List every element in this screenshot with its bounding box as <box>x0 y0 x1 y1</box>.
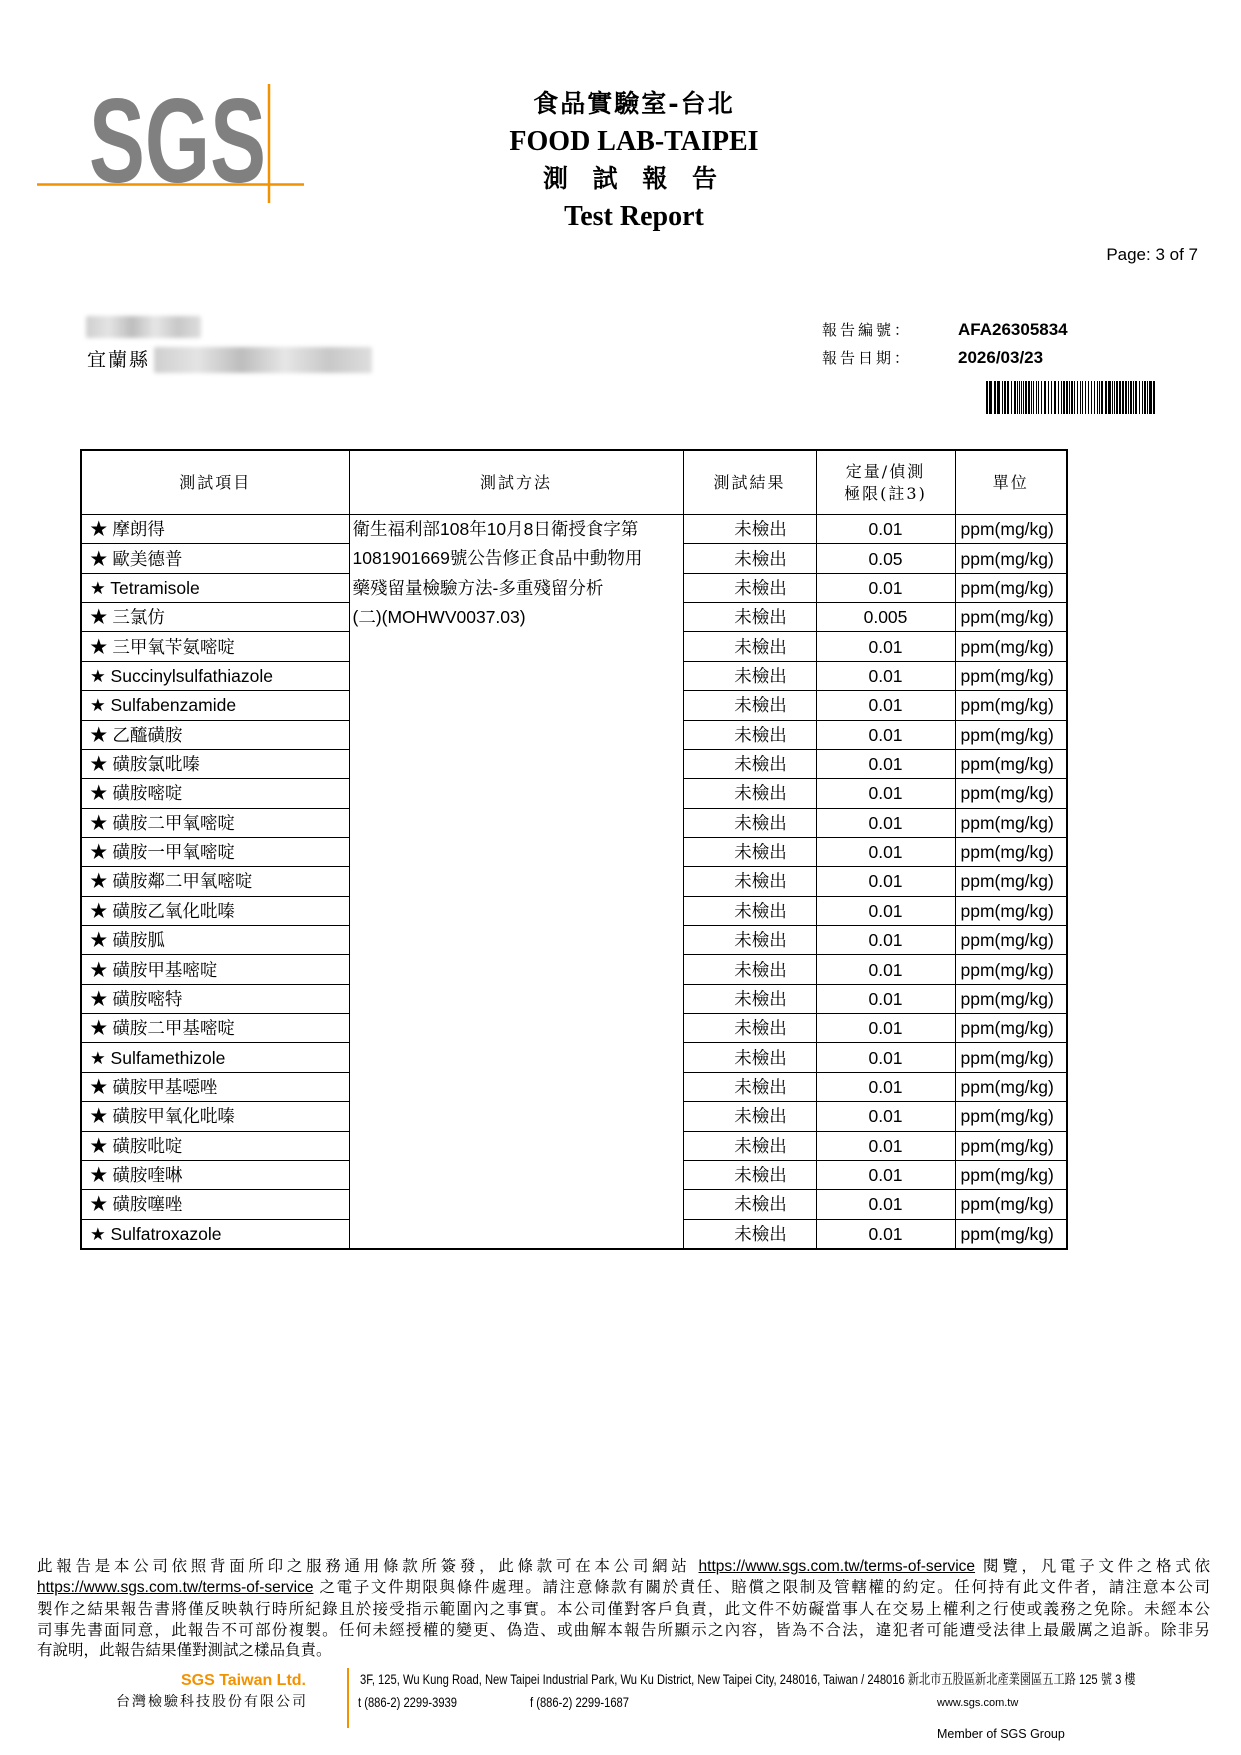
test-result: 未檢出 <box>683 896 816 925</box>
unit: ppm(mg/kg) <box>955 1190 1067 1219</box>
test-item: ★ 磺胺氯吡嗪 <box>81 749 349 778</box>
detection-limit: 0.01 <box>816 1072 955 1101</box>
barcode-bar <box>1139 381 1140 414</box>
disclaimer-text: 之電子文件期限與條件處理。請注意條款有關於責任、賠償之限制及管轄權的約定。任何持有此文件者，請注意本公司 <box>313 1579 1210 1596</box>
unit: ppm(mg/kg) <box>955 955 1067 984</box>
barcode-bar <box>989 381 992 414</box>
barcode-bar <box>1021 381 1022 414</box>
report-number: AFA26305834 <box>958 320 1068 339</box>
barcode-bar <box>1080 381 1081 414</box>
detection-limit: 0.01 <box>816 573 955 602</box>
table-header-row <box>81 450 1067 515</box>
test-item: ★ 磺胺乙氧化吡嗪 <box>81 896 349 925</box>
disclaimer-line <box>37 1556 1210 1578</box>
test-item: ★ 磺胺甲基噁唑 <box>81 1072 349 1101</box>
table-row <box>81 515 1067 544</box>
test-result: 未檢出 <box>683 573 816 602</box>
unit: ppm(mg/kg) <box>955 1014 1067 1043</box>
barcode-bar <box>1061 381 1062 414</box>
test-item: ★ Tetramisole <box>81 573 349 602</box>
unit: ppm(mg/kg) <box>955 573 1067 602</box>
test-item: ★ Sulfatroxazole <box>81 1219 349 1249</box>
barcode-bar <box>1007 381 1009 414</box>
report-date: 2026/03/23 <box>958 348 1044 367</box>
test-item: ★ 磺胺胍 <box>81 926 349 955</box>
barcode-bar <box>1071 381 1073 414</box>
barcode-bar <box>1133 381 1134 414</box>
unit: ppm(mg/kg) <box>955 1131 1067 1160</box>
test-item: ★ 三甲氧苄氨嘧啶 <box>81 632 349 661</box>
barcode-bar <box>1144 381 1146 414</box>
barcode-bar <box>1094 381 1095 414</box>
barcode-bar <box>1058 381 1059 414</box>
barcode-bar <box>1108 381 1111 414</box>
unit: ppm(mg/kg) <box>955 1160 1067 1189</box>
unit: ppm(mg/kg) <box>955 691 1067 720</box>
barcode-bar <box>986 381 988 414</box>
unit: ppm(mg/kg) <box>955 749 1067 778</box>
barcode-bar <box>1128 381 1129 414</box>
barcode-bar <box>994 381 996 414</box>
logo-text: SGS <box>89 74 266 208</box>
barcode-bar <box>1116 381 1118 414</box>
test-result: 未檢出 <box>683 1072 816 1101</box>
barcode-bar <box>1028 381 1030 414</box>
footer-divider <box>347 1668 349 1728</box>
barcode-bar <box>1082 381 1083 414</box>
test-result: 未檢出 <box>683 749 816 778</box>
test-item: ★ 磺胺嘧特 <box>81 984 349 1013</box>
test-item: ★ 磺胺吡啶 <box>81 1131 349 1160</box>
table-body <box>81 515 1067 1249</box>
header-limit-line1: 定量/偵測 <box>845 461 926 481</box>
test-result: 未檢出 <box>683 1160 816 1189</box>
report-title-en: Test Report <box>564 201 704 232</box>
barcode-bar <box>1088 381 1089 414</box>
test-result: 未檢出 <box>683 661 816 690</box>
test-result: 未檢出 <box>683 837 816 866</box>
test-result: 未檢出 <box>683 955 816 984</box>
unit: ppm(mg/kg) <box>955 896 1067 925</box>
barcode-bar <box>1004 381 1006 414</box>
barcode-bar <box>1097 381 1098 414</box>
unit: ppm(mg/kg) <box>955 720 1067 749</box>
test-result: 未檢出 <box>683 1131 816 1160</box>
unit: ppm(mg/kg) <box>955 603 1067 632</box>
unit: ppm(mg/kg) <box>955 1102 1067 1131</box>
unit: ppm(mg/kg) <box>955 779 1067 808</box>
barcode-bar <box>1130 381 1132 414</box>
redacted-client-name <box>86 316 201 338</box>
test-item: ★ 磺胺甲氧化吡嗪 <box>81 1102 349 1131</box>
test-item: ★ 磺胺鄰二甲氧嘧啶 <box>81 867 349 896</box>
barcode-bar <box>1038 381 1039 414</box>
detection-limit: 0.01 <box>816 1160 955 1189</box>
test-result: 未檢出 <box>683 1014 816 1043</box>
test-result: 未檢出 <box>683 691 816 720</box>
detection-limit: 0.01 <box>816 1190 955 1219</box>
disclaimer-line <box>37 1577 1210 1599</box>
detection-limit: 0.05 <box>816 544 955 573</box>
terms-url: https://www.sgs.com.tw/terms-of-service <box>37 1579 314 1596</box>
barcode-bar <box>1054 381 1056 414</box>
test-result: 未檢出 <box>683 515 816 544</box>
barcode-bar <box>1122 381 1124 414</box>
barcode-bar <box>1147 381 1148 414</box>
unit: ppm(mg/kg) <box>955 1072 1067 1101</box>
disclaimer-text: 閱覽，凡電子文件之格式依 <box>975 1558 1210 1575</box>
barcode-bar <box>1048 381 1049 414</box>
test-item: ★ 磺胺甲基嘧啶 <box>81 955 349 984</box>
terms-url: https://www.sgs.com.tw/terms-of-service <box>698 1558 976 1575</box>
unit: ppm(mg/kg) <box>955 544 1067 573</box>
test-item: ★ 歐美德普 <box>81 544 349 573</box>
client-county: 宜蘭縣 <box>87 349 151 371</box>
detection-limit: 0.01 <box>816 1014 955 1043</box>
barcode-bar <box>1101 381 1103 414</box>
header-limit <box>816 450 955 515</box>
test-result: 未檢出 <box>683 984 816 1013</box>
detection-limit: 0.01 <box>816 632 955 661</box>
unit: ppm(mg/kg) <box>955 1043 1067 1072</box>
unit: ppm(mg/kg) <box>955 661 1067 690</box>
test-item: ★ Succinylsulfathiazole <box>81 661 349 690</box>
barcode-bar <box>1125 381 1127 414</box>
results-table <box>80 449 1068 1250</box>
fax: f (886-2) 2299-1687 <box>530 1694 630 1710</box>
header-test-result: 測試結果 <box>683 450 816 515</box>
method-line: 藥殘留量檢驗方法-多重殘留分析 <box>352 577 604 598</box>
test-item: ★ 磺胺二甲基嘧啶 <box>81 1014 349 1043</box>
company-name-en: SGS Taiwan Ltd. <box>180 1672 306 1689</box>
test-item: ★ Sulfamethizole <box>81 1043 349 1072</box>
test-item: ★ 磺胺嘧啶 <box>81 779 349 808</box>
test-result: 未檢出 <box>683 779 816 808</box>
test-item: ★ 摩朗得 <box>81 515 349 544</box>
address-zh: / 248016 新北市五股區新北產業園區五工路 125 號 3 樓 <box>858 1671 1136 1687</box>
barcode-bar <box>1051 381 1052 414</box>
report-date-label: 報告日期： <box>822 349 913 367</box>
unit: ppm(mg/kg) <box>955 808 1067 837</box>
unit: ppm(mg/kg) <box>955 837 1067 866</box>
header-test-item: 測試項目 <box>81 450 349 515</box>
page-number: Page: 3 of 7 <box>1106 245 1198 264</box>
detection-limit: 0.01 <box>816 984 955 1013</box>
detection-limit: 0.01 <box>816 691 955 720</box>
test-item: ★ 磺胺噻唑 <box>81 1190 349 1219</box>
detection-limit: 0.01 <box>816 926 955 955</box>
barcode-bar <box>1112 381 1113 414</box>
test-item: ★ Sulfabenzamide <box>81 691 349 720</box>
test-result: 未檢出 <box>683 544 816 573</box>
test-result: 未檢出 <box>683 867 816 896</box>
detection-limit: 0.01 <box>816 720 955 749</box>
test-item: ★ 磺胺一甲氧嘧啶 <box>81 837 349 866</box>
report-number-label: 報告編號： <box>822 321 913 339</box>
detection-limit: 0.01 <box>816 779 955 808</box>
disclaimer-line: 有說明，此報告結果僅對測試之樣品負責。 <box>37 1642 332 1659</box>
disclaimer-text: 此報告是本公司依照背面所印之服務通用條款所簽發，此條款可在本公司網站 <box>37 1558 699 1575</box>
redacted-client-address <box>154 347 372 373</box>
barcode-bar <box>1036 381 1037 414</box>
detection-limit: 0.01 <box>816 661 955 690</box>
disclaimer-line: 製作之結果報告書將僅反映執行時所紀錄且於接受指示範圍內之事實。本公司僅對客戶負責，此文件不妨礙當事人在交易上權利之行使或義務之免除。未經本公 <box>37 1601 1210 1618</box>
test-item: ★ 乙醯磺胺 <box>81 720 349 749</box>
barcode-bar <box>1142 381 1143 414</box>
header-unit: 單位 <box>955 450 1067 515</box>
member-of-group: Member of SGS Group <box>937 1727 1065 1741</box>
unit: ppm(mg/kg) <box>955 926 1067 955</box>
barcode-bar <box>1085 381 1086 414</box>
unit: ppm(mg/kg) <box>955 1219 1067 1249</box>
barcode-bar <box>1074 381 1075 414</box>
detection-limit: 0.01 <box>816 808 955 837</box>
unit: ppm(mg/kg) <box>955 515 1067 544</box>
barcode-bar <box>1069 381 1070 414</box>
test-result: 未檢出 <box>683 1219 816 1249</box>
barcode-bar <box>1011 381 1012 414</box>
company-address <box>360 1669 1136 1689</box>
barcode-bar <box>1119 381 1121 414</box>
test-item: ★ 磺胺二甲氧嘧啶 <box>81 808 349 837</box>
detection-limit: 0.01 <box>816 837 955 866</box>
detection-limit: 0.01 <box>816 1043 955 1072</box>
unit: ppm(mg/kg) <box>955 632 1067 661</box>
barcode-bar <box>1063 381 1065 414</box>
barcode-bar <box>1014 381 1016 414</box>
barcode-bar <box>1025 381 1027 414</box>
test-result: 未檢出 <box>683 1043 816 1072</box>
detection-limit: 0.01 <box>816 749 955 778</box>
test-result: 未檢出 <box>683 1190 816 1219</box>
barcode-bar <box>1066 381 1068 414</box>
barcode-bar <box>1044 381 1046 414</box>
header-test-method: 測試方法 <box>349 450 683 515</box>
test-result: 未檢出 <box>683 808 816 837</box>
barcode-bar <box>1023 381 1024 414</box>
barcode-bar <box>1149 381 1152 414</box>
address-en: 3F, 125, Wu Kung Road, New Taipei Industrial Park, Wu Ku District, New Taipei City, 248016, Taiwan <box>360 1671 859 1687</box>
test-result: 未檢出 <box>683 1102 816 1131</box>
barcode-bar <box>1041 381 1042 414</box>
barcode-bar <box>1017 381 1018 414</box>
telephone: t (886-2) 2299-3939 <box>358 1694 458 1710</box>
test-result: 未檢出 <box>683 926 816 955</box>
detection-limit: 0.01 <box>816 867 955 896</box>
method-line: (二)(MOHWV0037.03) <box>352 607 526 628</box>
barcode-bar <box>1105 381 1107 414</box>
barcode <box>986 381 1157 414</box>
test-result: 未檢出 <box>683 603 816 632</box>
website: www.sgs.com.tw <box>937 1697 1019 1709</box>
unit: ppm(mg/kg) <box>955 867 1067 896</box>
test-item: ★ 磺胺喹啉 <box>81 1160 349 1189</box>
test-item: ★ 三氯仿 <box>81 603 349 632</box>
detection-limit: 0.01 <box>816 515 955 544</box>
detection-limit: 0.01 <box>816 896 955 925</box>
report-title-zh: 測 試 報 告 <box>542 164 726 193</box>
barcode-bar <box>1114 381 1115 414</box>
disclaimer-line: 司事先書面同意，此報告不可部份複製。任何未經授權的變更、偽造、或曲解本報告所顯示之內容，皆為不合法，違犯者可能遭受法律上最嚴厲之追訴。除非另 <box>37 1622 1210 1639</box>
barcode-bar <box>1153 381 1155 414</box>
barcode-bar <box>1002 381 1003 414</box>
barcode-bar <box>1099 381 1100 414</box>
lab-title-en: FOOD LAB-TAIPEI <box>509 126 759 157</box>
barcode-bar <box>1135 381 1137 414</box>
detection-limit: 0.01 <box>816 1131 955 1160</box>
detection-limit: 0.01 <box>816 955 955 984</box>
barcode-bar <box>997 381 1000 414</box>
test-method <box>349 515 683 1249</box>
sgs-logo <box>0 0 320 215</box>
detection-limit: 0.01 <box>816 1102 955 1131</box>
barcode-bar <box>1031 381 1032 414</box>
method-line: 衛生福利部108年10月8日衛授食字第 <box>352 519 639 539</box>
detection-limit: 0.01 <box>816 1219 955 1249</box>
barcode-bar <box>1077 381 1078 414</box>
company-name-zh: 台灣檢驗科技股份有限公司 <box>116 1694 308 1710</box>
barcode-bar <box>1091 381 1092 414</box>
header-limit-line2: 極限(註3) <box>844 483 927 503</box>
lab-title-zh: 食品實驗室-台北 <box>533 89 735 118</box>
method-line: 1081901669號公告修正食品中動物用 <box>352 548 643 569</box>
test-result: 未檢出 <box>683 632 816 661</box>
detection-limit: 0.005 <box>816 603 955 632</box>
unit: ppm(mg/kg) <box>955 984 1067 1013</box>
test-result: 未檢出 <box>683 720 816 749</box>
barcode-bar <box>1019 381 1020 414</box>
barcode-bar <box>1033 381 1034 414</box>
